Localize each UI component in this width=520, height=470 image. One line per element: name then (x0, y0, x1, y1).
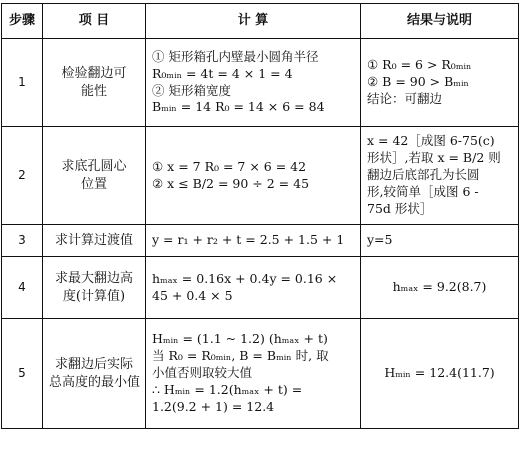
item-line: 求翻边后实际 (54, 356, 133, 372)
item-line: 度(计算值) (62, 288, 126, 304)
item-line: 能性 (80, 83, 107, 99)
item-cell (43, 127, 146, 225)
item-cell (43, 225, 146, 257)
calc-line: 当 R₀ = R₀ₘᵢₙ, B = Bₘᵢₙ 时, 取 (152, 348, 329, 364)
result-line: hₘₐₓ = 9.2(8.7) (392, 279, 487, 295)
result-line: Hₘᵢₙ = 12.4(11.7) (384, 365, 495, 381)
result-line: 翻边后底部孔为长圆 (367, 167, 480, 183)
calc-line: ① x = 7 R₀ = 7 × 6 = 42 (152, 158, 307, 174)
calc-line: ② 矩形箱宽度 (152, 82, 231, 98)
calc-cell (146, 39, 361, 127)
result-cell (361, 319, 519, 429)
calc-line: R₀ₘᵢₙ = 4t = 4 × 1 = 4 (152, 65, 293, 81)
calc-line: Hₘᵢₙ = (1.1 ~ 1.2) (hₘₐₓ + t) (152, 331, 328, 347)
calc-line: hₘₐₓ = 0.16x + 0.4y = 0.16 × (152, 270, 338, 286)
header-result: 结果与说明 (361, 4, 519, 39)
header-row (2, 4, 519, 39)
result-line: 形,较简单［成图 6 - (367, 183, 479, 199)
result-line: 形状］,若取 x = B/2 则 (367, 150, 501, 166)
calc-cell (146, 319, 361, 429)
table-row (2, 319, 519, 429)
calc-cell (146, 257, 361, 319)
step-number: 4 (2, 257, 43, 319)
item-line: 求计算过渡值 (54, 232, 133, 248)
calc-line: ② x ≤ B/2 = 90 ÷ 2 = 45 (152, 175, 310, 191)
header-calc: 计 算 (146, 4, 361, 39)
item-line: 总高度的最小值 (49, 374, 141, 390)
result-line: 75d 形状］ (367, 200, 433, 216)
table-row (2, 127, 519, 225)
item-line: 检验翻边可 (61, 65, 127, 81)
item-cell (43, 39, 146, 127)
calc-cell (146, 225, 361, 257)
result-line: ② B = 90 > Bₘᵢₙ (367, 74, 469, 90)
table-row (2, 225, 519, 257)
table-row (2, 257, 519, 319)
result-line: y=5 (367, 232, 393, 248)
calc-line: 小值否则取较大值 (152, 365, 253, 381)
result-cell (361, 127, 519, 225)
step-number: 2 (2, 127, 43, 225)
result-line: ① R₀ = 6 > R₀ₘᵢₙ (367, 57, 472, 73)
item-cell (43, 319, 146, 429)
table-row (2, 39, 519, 127)
calculation-table (1, 3, 519, 429)
result-cell (361, 257, 519, 319)
item-cell (43, 257, 146, 319)
calc-line: ① 矩形箱孔内壁最小圆角半径 (152, 48, 319, 64)
calc-line: y = r₁ + r₂ + t = 2.5 + 1.5 + 1 (152, 232, 345, 248)
header-item: 项 目 (43, 4, 146, 39)
result-line: x = 42［成图 6-75(c) (367, 133, 495, 149)
item-line: 求底孔圆心 (61, 158, 127, 174)
result-line: 结论：可翻边 (367, 90, 443, 106)
calc-line: Bₘᵢₙ = 14 R₀ = 14 × 6 = 84 (152, 99, 325, 115)
result-cell (361, 39, 519, 127)
step-number: 3 (2, 225, 43, 257)
calc-cell (146, 127, 361, 225)
calc-line: 45 + 0.4 × 5 (152, 287, 233, 303)
result-cell (361, 225, 519, 257)
header-step: 步骤 (2, 4, 43, 39)
step-number: 5 (2, 319, 43, 429)
calc-line: ∴ Hₘᵢₙ = 1.2(hₘₐₓ + t) = (152, 381, 303, 397)
step-number: 1 (2, 39, 43, 127)
calc-line: 1.2(9.2 + 1) = 12.4 (152, 398, 275, 414)
item-line: 求最大翻边高 (54, 270, 133, 286)
item-line: 位置 (80, 176, 107, 192)
